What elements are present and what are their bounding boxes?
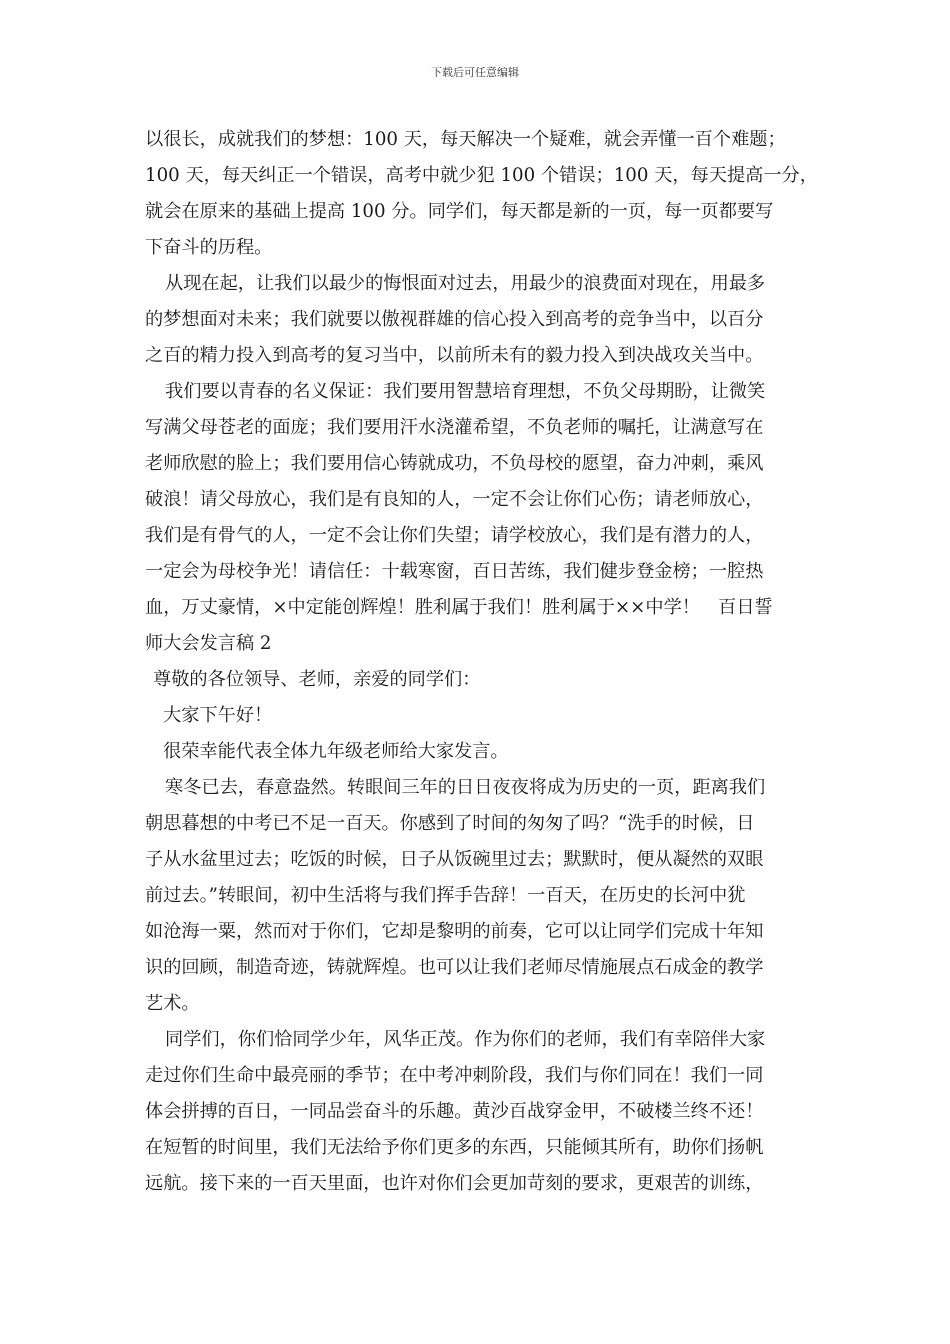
text-line: 从现在起，让我们以最少的悔恨面对过去，用最少的浪费面对现在，用最多 (165, 273, 766, 294)
text-line: 艺术。 (145, 993, 200, 1014)
text-line: 我们要以青春的名义保证：我们要用智慧培育理想，不负父母期盼，让微笑 (165, 381, 766, 402)
text-line: 在短暂的时间里，我们无法给予你们更多的东西，只能倾其所有，助你们扬帆 (145, 1137, 764, 1158)
text-line: 前过去。”转眼间，初中生活将与我们挥手告辞！一百天，在历史的长河中犹 (145, 885, 746, 906)
text-line: 体会拼搏的百日，一同品尝奋斗的乐趣。黄沙百战穿金甲，不破楼兰终不还！ (145, 1101, 764, 1122)
text-line: 100 天，每天纠正一个错误，高考中就少犯 100 个错误；100 天，每天提高一分， (145, 165, 818, 186)
text-line: 子从水盆里过去；吃饭的时候，日子从饭碗里过去；默默时，便从凝然的双眼 (145, 849, 764, 870)
text-line: 如沧海一粟，然而对于你们，它却是黎明的前奏，它可以让同学们完成十年知 (145, 921, 764, 942)
text-line: 以很长，成就我们的梦想：100 天，每天解决一个疑难，就会弄懂一百个难题； (145, 129, 786, 150)
text-line: 老师欣慰的脸上；我们要用信心铸就成功，不负母校的愿望，奋力冲刺，乘风 (145, 453, 764, 474)
text-line: 破浪！请父母放心，我们是有良知的人，一定不会让你们心伤；请老师放心， (145, 489, 764, 510)
text-line: 尊敬的各位领导、老师，亲爱的同学们： (153, 669, 481, 690)
text-line: 走过你们生命中最亮丽的季节；在中考冲刺阶段，我们与你们同在！我们一同 (145, 1065, 764, 1086)
text-line: 就会在原来的基础上提高 100 分。同学们，每天都是新的一页，每一页都要写 (145, 201, 774, 222)
document-body (145, 122, 817, 1202)
text-line: 我们是有骨气的人，一定不会让你们失望；请学校放心，我们是有潜力的人， (145, 525, 764, 546)
text-line: 写满父母苍老的面庞；我们要用汗水浇灌希望，不负老师的嘱托，让满意写在 (145, 417, 764, 438)
text-line: 寒冬已去，春意盎然。转眼间三年的日日夜夜将成为历史的一页，距离我们 (165, 777, 766, 798)
text-line: 远航。接下来的一百天里面，也许对你们会更加苛刻的要求，更艰苦的训练， (145, 1173, 764, 1194)
text-line: 师大会发言稿 2 (145, 633, 272, 654)
text-line: 的梦想面对未来；我们就要以傲视群雄的信心投入到高考的竞争当中，以百分 (145, 309, 764, 330)
text-line: 大家下午好！ (163, 705, 273, 726)
text-line: 朝思暮想的中考已不足一百天。你感到了时间的匆匆了吗？“洗手的时候，日 (145, 813, 755, 834)
text-line: 很荣幸能代表全体九年级老师给大家发言。 (163, 741, 509, 762)
text-line: 之百的精力投入到高考的复习当中，以前所未有的毅力投入到决战攻关当中。 (145, 345, 764, 366)
text-line: 识的回顾，制造奇迹，铸就辉煌。也可以让我们老师尽情施展点石成金的教学 (145, 957, 764, 978)
text-line: 同学们，你们恰同学少年，风华正茂。作为你们的老师，我们有幸陪伴大家 (165, 1029, 766, 1050)
text-line: 下奋斗的历程。 (145, 237, 273, 258)
text-line: 一定会为母校争光！请信任：十载寒窗，百日苦练，我们健步登金榜；一腔热 (145, 561, 764, 582)
page-header: 下载后可任意编辑 (431, 66, 519, 79)
text-line: 血，万丈豪情，×中定能创辉煌！胜利属于我们！胜利属于××中学！ 百日誓 (145, 597, 773, 618)
